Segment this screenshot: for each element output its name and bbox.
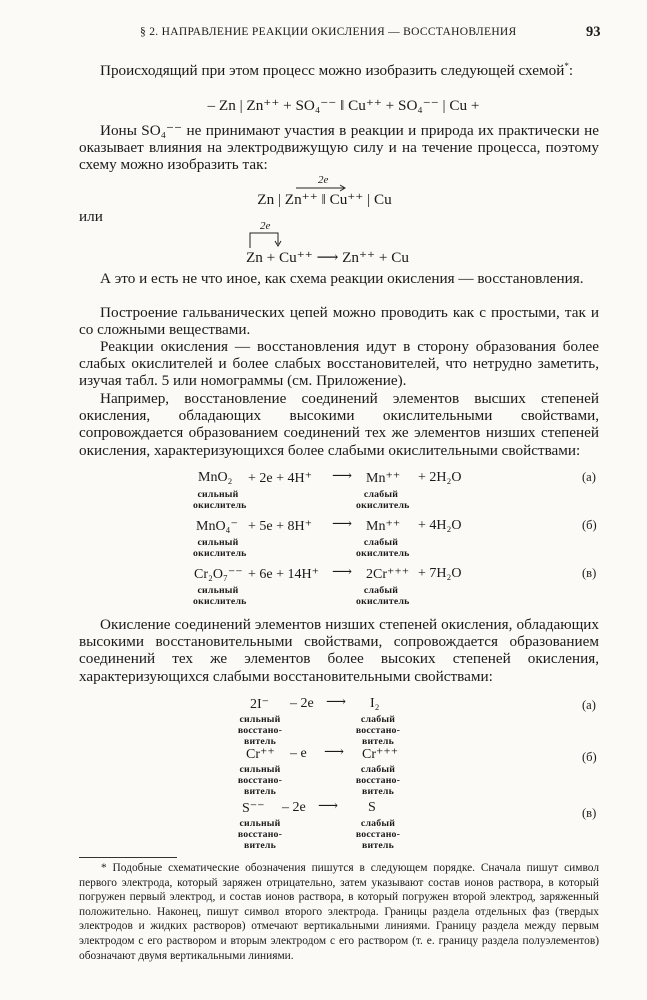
paragraph-2: Построение гальванических цепей можно проводить как с простыми, так и со сложными веществами.	[79, 304, 599, 339]
scheme3-arrow-label: 2e	[260, 220, 271, 232]
ions-paragraph: Ионы SO₄⁻⁻ не принимают участия в реакции и природа их практически не оказывает влияния на электродвижущую силу и на течение процесса, поэтому схему можно изобразить так:	[79, 122, 599, 174]
footnote-marker: *	[564, 60, 569, 71]
footnote-rule	[79, 857, 177, 858]
running-head: § 2. НАПРАВЛЕНИЕ РЕАКЦИИ ОКИСЛЕНИЯ — ВОССТАНОВЛЕНИЯ	[140, 26, 517, 38]
footnote: * Подобные схематические обозначения пишутся в следующем порядке. Сначала пишут символ первого электрода, который заряжен отрицательно, затем указывают состав ионов раствора, в который погружен первый электрод, и состав ионов раствора, в который погружен второй электрод, заряженный положительно. Наконец, пишут символ второго электрода. Границы раздела отдельных фаз (твердых электродов и жидких растворов) отмечают вертикальными линиями. Границу раздела между первым электродом с его раствором и вторым электродом с его раствором (т. е. границу раздела полуэлементов) обозначают двумя вертикальными линиями.	[79, 862, 599, 962]
scheme-3: Zn + Cu⁺⁺ ⟶ Zn⁺⁺ + Cu	[246, 249, 409, 266]
page-header	[0, 26, 647, 44]
paragraph-3: Реакции окисления — восстановления идут в сторону образования более слабых окислителей и более слабых восстановителей, что нетрудно заметить, изучая табл. 5 или номограммы (см. Приложение).	[79, 338, 599, 390]
paragraph-1: А это и есть не что иное, как схема реакции окисления — восстановления.	[100, 270, 584, 287]
intro-paragraph: Происходящий при этом процесс можно изобразить следующей схемой*:	[100, 60, 574, 79]
ili-word: или	[79, 208, 103, 225]
cell-scheme-2: Zn | Zn⁺⁺ ‖ Cu⁺⁺ | Cu	[257, 191, 392, 208]
page-number: 93	[586, 24, 601, 40]
cell-scheme-1: – Zn | Zn⁺⁺ + SO₄⁻⁻ ‖ Cu⁺⁺ + SO₄⁻⁻ | Cu +	[207, 97, 480, 114]
paragraph-4: Например, восстановление соединений элементов высших степеней окисления, обладающих высокими окислительными свойствами, сопровождается образованием соединений тех же элементов низших степеней окисления, характеризующихся более слабыми окислительными свойствами:	[79, 390, 599, 459]
scheme3-bracket-arrow	[248, 230, 288, 250]
oxidation-paragraph: Окисление соединений элементов низших степеней окисления, обладающих высокими восстановительными свойствами, сопровождается образованием соединений тех же элементов более высоких степеней окисления, характеризующихся слабыми восстановительными свойствами:	[79, 616, 599, 685]
scheme-arrow-label: 2e	[318, 174, 329, 186]
